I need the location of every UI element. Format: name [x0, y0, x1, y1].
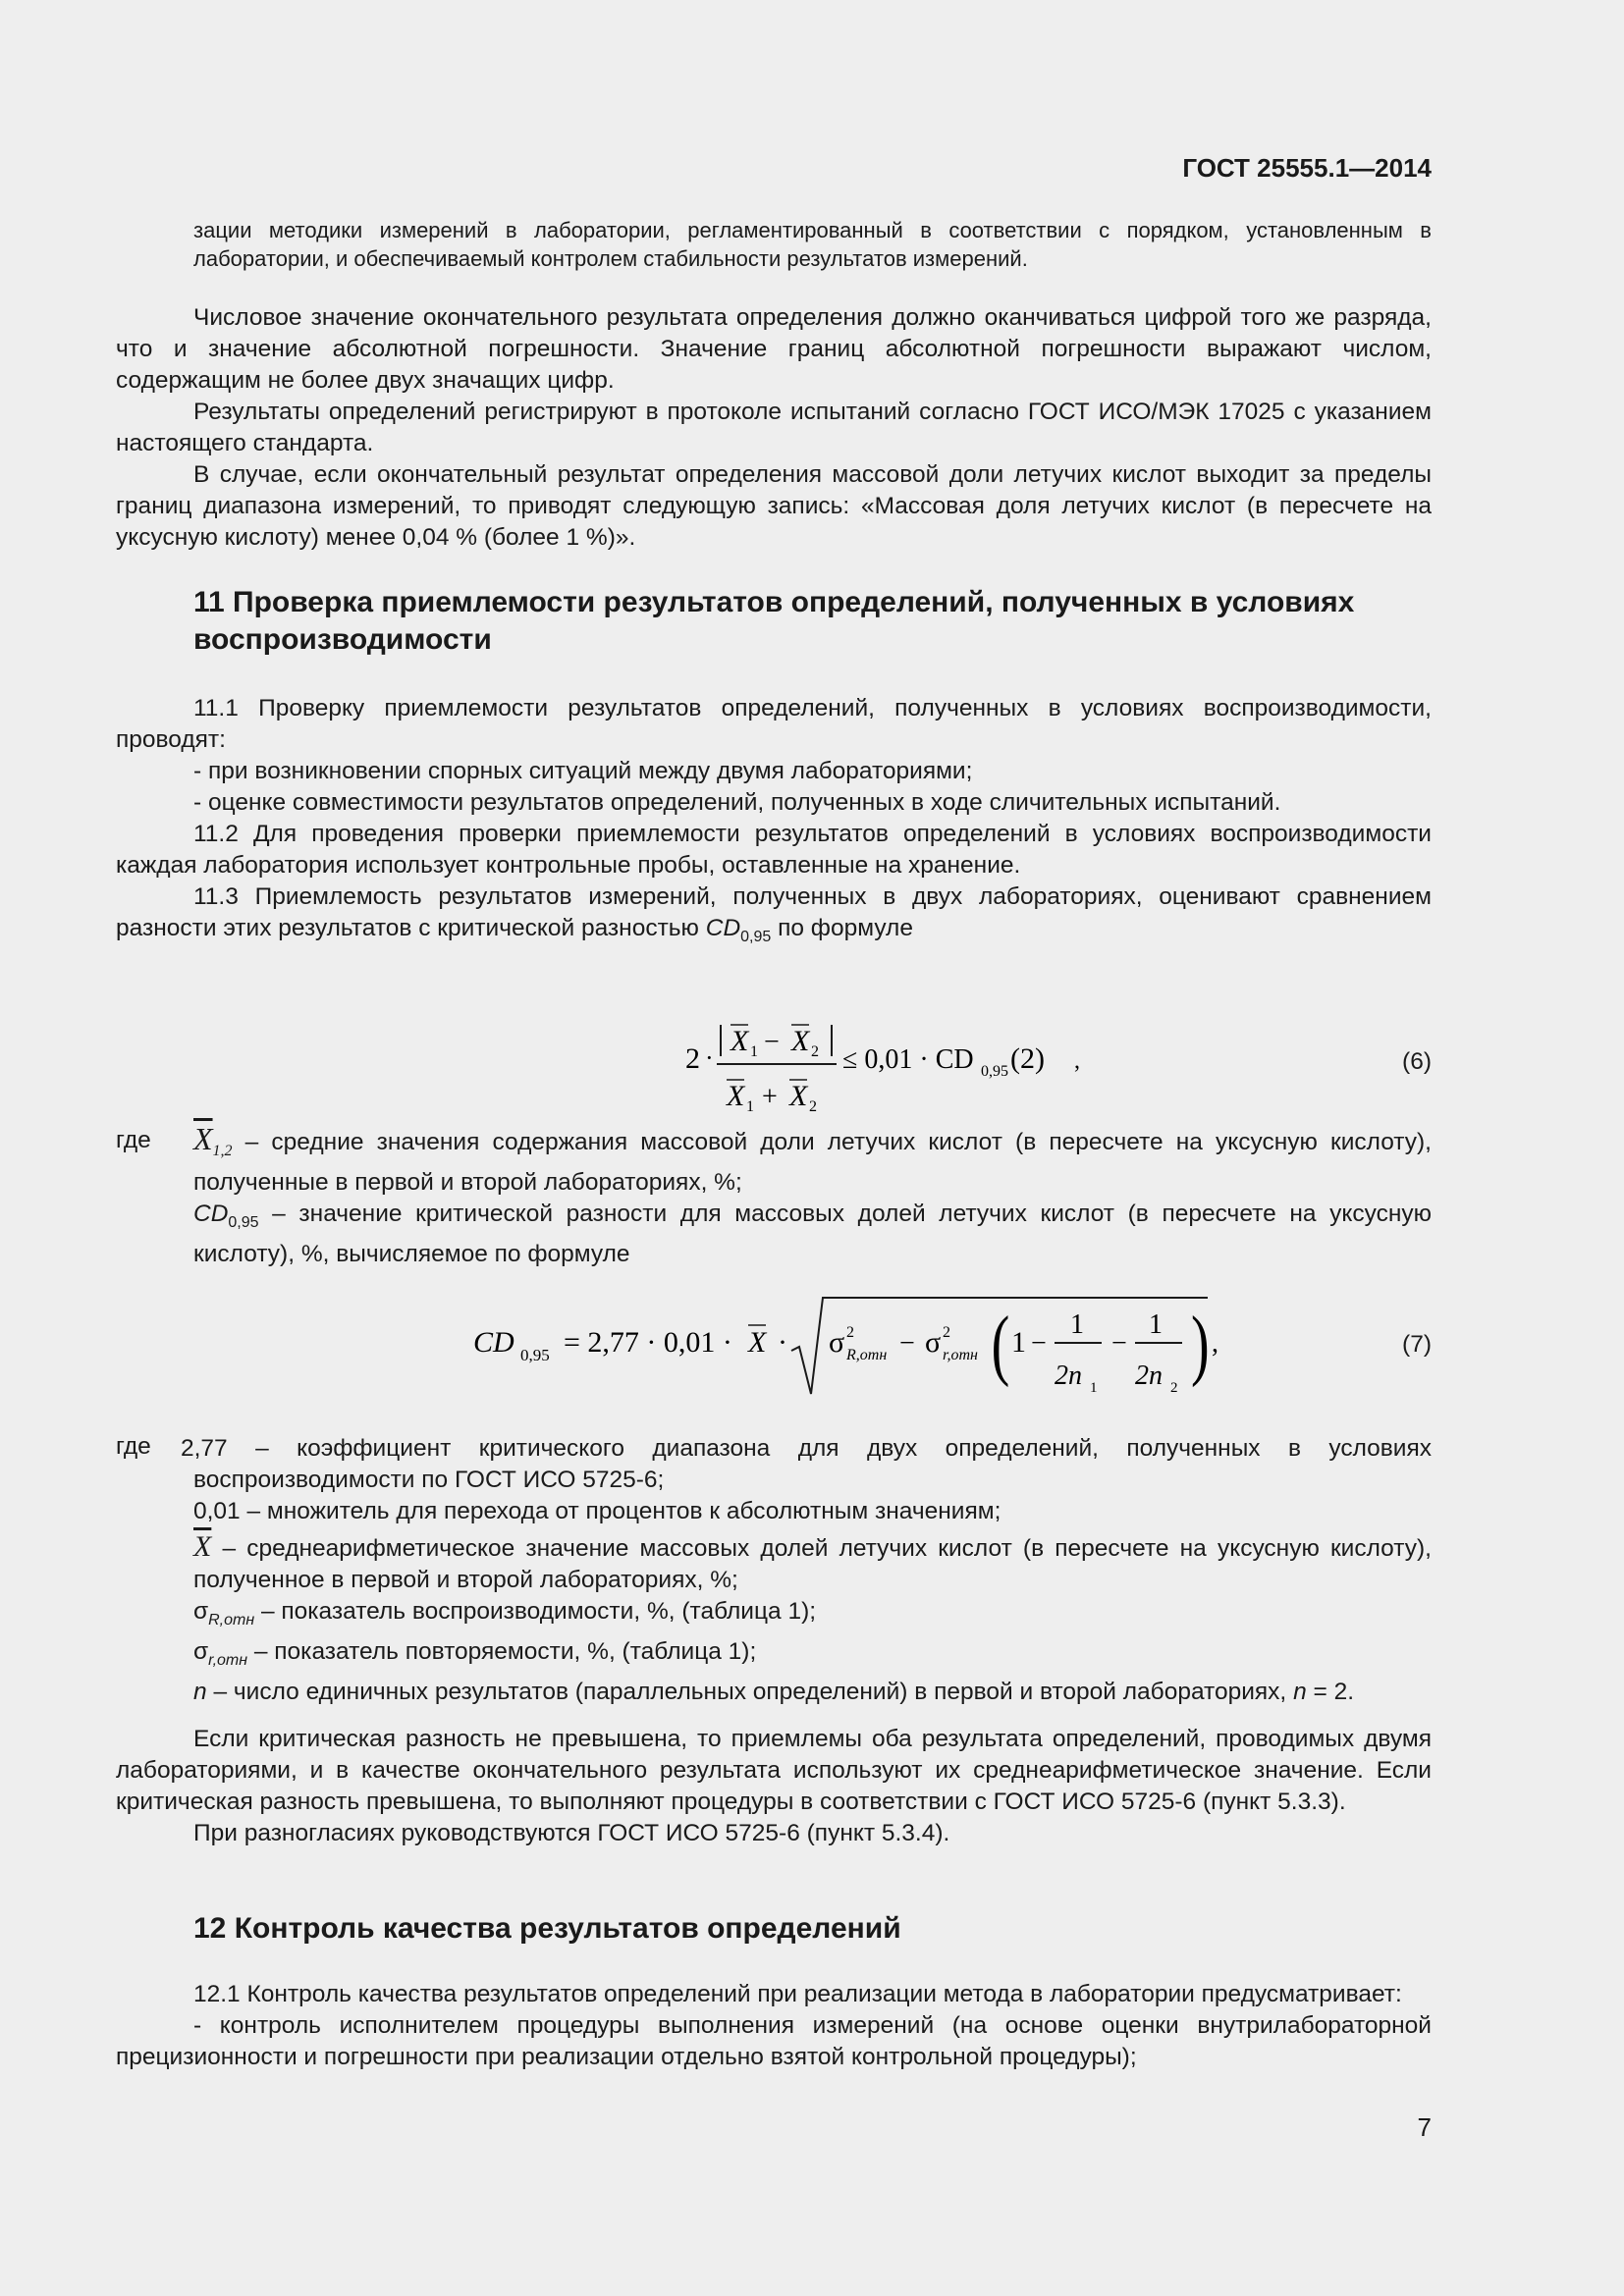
- def-x-mean: $\overline{X}_{1,2}$ – средние значения содержания массовой доли летучих кислот (в пересчете на уксусную кислоту), полученные в первой и второй лабораториях, %;: [193, 1121, 1432, 1196]
- formula-6-coef: 2: [685, 1042, 700, 1075]
- where-label-2: где: [116, 1433, 151, 1460]
- svg-text:−: −: [1111, 1328, 1127, 1359]
- paragraph-out-of-range: В случае, если окончательный результат определения массовой доли летучих кислот выходит за пределы границ диапазона измерений, то приводят следующую запись: «Массовая доля летучих кислот (в пересчете на уксусную кислоту) менее 0,04 % (более 1 %)».: [116, 461, 1432, 551]
- where-label-1: где: [116, 1127, 151, 1153]
- where-definitions-2b: [193, 1496, 1432, 1708]
- svg-text:·: ·: [705, 1043, 714, 1072]
- svg-text:1: 1: [746, 1098, 754, 1115]
- paragraph-12-1: 12.1 Контроль качества результатов определений при реализации метода в лаборатории предусматривает:: [193, 1981, 1402, 2007]
- svg-text:·: ·: [778, 1326, 787, 1359]
- def-cd: $CD_{0,95}$ – значение критической разности для массовых долей летучих кислот (в пересчете на уксусную кислоту), %, вычисляемое по формуле: [193, 1200, 1432, 1267]
- def-sigma-R: $\sigma_{R,отн}$ – показатель воспроизводимости, %, (таблица 1);: [193, 1598, 817, 1629]
- svg-text:+: +: [762, 1082, 778, 1112]
- svg-text:2: 2: [943, 1324, 950, 1341]
- conclusion-paragraphs: [116, 1724, 1432, 1849]
- where-definitions-1: [193, 1123, 1432, 1270]
- results-paragraphs: [116, 302, 1432, 554]
- def-xbar: $\overline{X}$ – среднеарифметическое значение массовых долей летучих кислот (в пересчете на уксусную кислоту), полученное в первой и второй лабораториях, %;: [193, 1530, 1432, 1593]
- paragraph-disagreements: При разногласиях руководствуются ГОСТ ИСО 5725-6 (пункт 5.3.4).: [193, 1820, 950, 1846]
- formula-6-x2: X: [791, 1025, 810, 1057]
- svg-text:(2): (2): [1010, 1042, 1045, 1075]
- svg-text:2: 2: [1170, 1380, 1178, 1396]
- svg-text:2n: 2n: [1135, 1361, 1163, 1391]
- svg-text:X: X: [789, 1080, 808, 1112]
- formula-6-x1: X: [731, 1025, 749, 1057]
- section-12-title: 12 Контроль качества результатов определений: [193, 1912, 901, 1945]
- formula-7: [461, 1286, 1227, 1404]
- formula-7-coef: = 2,77 · 0,01 ·: [564, 1326, 732, 1359]
- svg-text:2: 2: [846, 1324, 854, 1341]
- svg-text:2n: 2n: [1055, 1361, 1082, 1391]
- formula-7-lhs: CD: [473, 1326, 514, 1359]
- svg-text:1: 1: [1070, 1309, 1084, 1340]
- svg-text:): ): [1191, 1300, 1210, 1388]
- equation-number-7: (7): [1402, 1331, 1432, 1358]
- bullet-executor-control: - контроль исполнителем процедуры выполнения измерений (на основе оценки внутрилабораторной прецизионности и погрешности при реализации отдельно взятой контрольной процедуры);: [116, 2012, 1432, 2070]
- formula-7-xbar: X: [748, 1326, 767, 1359]
- svg-text:0,95: 0,95: [981, 1063, 1008, 1080]
- paragraph-critical-difference: Если критическая разность не превышена, то приемлемы оба результата определений, проводимых двумя лабораториями, и в качестве окончательного результата используют их среднеарифметическое значение. Если критическая разность превышена, то выполняют процедуры в соответствии с ГОСТ ИСО 5725-6 (пункт 5.3.3).: [116, 1726, 1432, 1815]
- paragraph-11-1: 11.1 Проверку приемлемости результатов определений, полученных в условиях воспроизводимости, проводят:: [116, 695, 1432, 753]
- bullet-comparisons: - оценке совместимости результатов определений, полученных в ходе сличительных испытаний.: [193, 789, 1281, 816]
- document-id: ГОСТ 25555.1—2014: [1182, 153, 1432, 183]
- equation-number-6: (6): [1402, 1048, 1432, 1075]
- section-11-title: 11 Проверка приемлемости результатов определений, полученных в условиях воспроизводимости: [193, 586, 1355, 656]
- svg-text:−: −: [899, 1328, 915, 1359]
- where-definitions-2: [181, 1433, 1432, 1496]
- svg-text:r,отн: r,отн: [943, 1347, 978, 1363]
- svg-text:2: 2: [809, 1098, 817, 1115]
- svg-text:1: 1: [1090, 1380, 1098, 1396]
- svg-text:(: (: [991, 1300, 1010, 1388]
- def-sigma-r: $\sigma_{r,отн}$ – показатель повторяемости, %, (таблица 1);: [193, 1637, 757, 1669]
- bullet-disputes: - при возникновении спорных ситуаций между двумя лабораториями;: [193, 758, 973, 784]
- formula-6-rhs: ≤ 0,01 · CD: [842, 1044, 974, 1075]
- page-number: 7: [1417, 2112, 1432, 2142]
- svg-text:0,95: 0,95: [520, 1346, 550, 1364]
- svg-text:−: −: [764, 1027, 780, 1057]
- intro-paragraph: зации методики измерений в лаборатории, регламентированный в соответствии с порядком, установленным в лаборатории, и обеспечиваемый контролем стабильности результатов измерений.: [193, 218, 1432, 271]
- section-12-body: [116, 1979, 1432, 2073]
- svg-text:2: 2: [811, 1043, 819, 1060]
- svg-text:1: 1: [1011, 1326, 1026, 1359]
- paragraph-11-2: 11.2 Для проведения проверки приемлемости результатов определений в условиях воспроизводимости каждая лаборатория использует контрольные пробы, оставленные на хранение.: [116, 821, 1432, 879]
- svg-text:,: ,: [1212, 1328, 1218, 1359]
- formula-6: [668, 1001, 1139, 1119]
- svg-text:−: −: [1031, 1328, 1047, 1359]
- paragraph-registration: Результаты определений регистрируют в протоколе испытаний согласно ГОСТ ИСО/МЭК 17025 с указанием настоящего стандарта.: [116, 399, 1432, 456]
- svg-text:σ: σ: [925, 1326, 942, 1359]
- svg-text:σ: σ: [829, 1326, 845, 1359]
- paragraph-numeric-value: Числовое значение окончательного результата определения должно оканчиваться цифрой того же разряда, что и значение абсолютной погрешности. Значение границ абсолютной погрешности выражают числом, содержащим не более двух значащих цифр.: [116, 304, 1432, 394]
- svg-text:X: X: [727, 1080, 745, 1112]
- section-11-body: [116, 693, 1432, 953]
- def-001: 0,01 – множитель для перехода от процентов к абсолютным значениям;: [193, 1498, 1001, 1524]
- def-277: 2,77 – коэффициент критического диапазона для двух определений, полученных в условиях воспроизводимости по ГОСТ ИСО 5725-6;: [181, 1435, 1432, 1493]
- svg-text:R,отн: R,отн: [846, 1347, 888, 1363]
- svg-text:,: ,: [1074, 1048, 1080, 1074]
- svg-text:1: 1: [750, 1043, 758, 1060]
- svg-text:1: 1: [1149, 1309, 1163, 1340]
- def-n: n – число единичных результатов (параллельных определений) в первой и второй лабораториях, n = 2.: [193, 1678, 1355, 1705]
- paragraph-11-3: 11.3 Приемлемость результатов измерений, полученных в двух лабораториях, оценивают сравнением разности этих результатов с критической разностью $CD_{0,95}$ по формуле: [116, 883, 1432, 945]
